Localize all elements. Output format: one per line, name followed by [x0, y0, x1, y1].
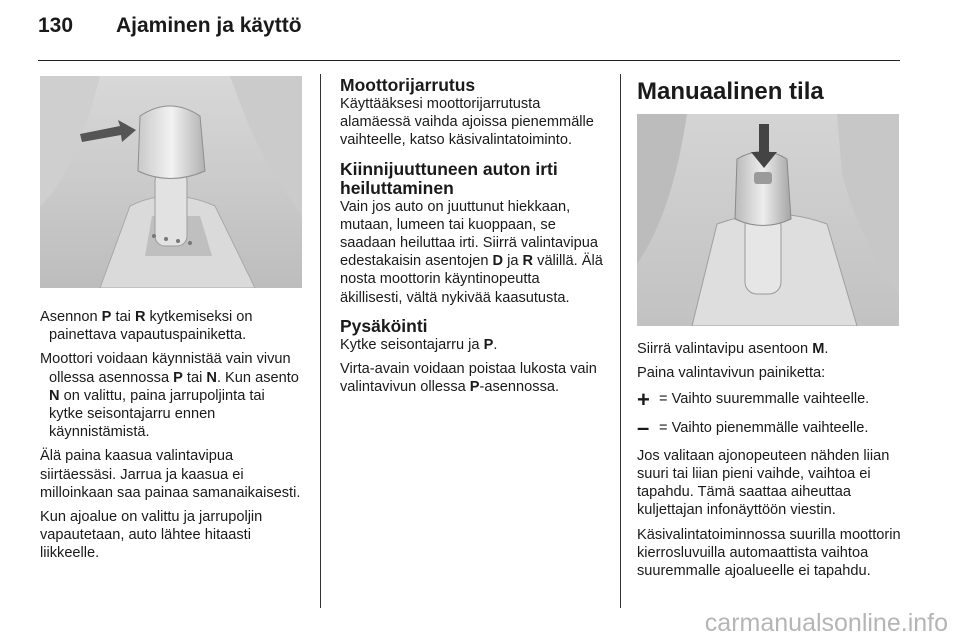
column-divider-2 — [620, 74, 621, 608]
watermark: carmanualsonline.info — [704, 609, 948, 637]
paragraph: Moottori voidaan käynnistää vain vivun ollessa asennossa P tai N. Kun asento N on valittu, paina jarrupoljinta tai kytke seisontajarru ennen käynnistämistä. — [40, 351, 299, 441]
paragraph: Paina valintavivun painiketta: — [637, 365, 826, 382]
header-rule — [38, 60, 900, 61]
minus-icon: – — [637, 414, 650, 440]
minus-description: = Vaihto pienemmälle vaihteelle. — [659, 419, 869, 436]
section-heading: Kiinnijuuttuneen auton irti heiluttaminen — [340, 158, 558, 198]
minus-row — [637, 414, 903, 440]
section-title: Manuaalinen tila — [637, 78, 824, 105]
paragraph: Asennon P tai R kytkemiseksi on painettava vapautuspainiketta. — [40, 309, 253, 344]
paragraph: Kytke seisontajarru ja P. — [340, 336, 498, 353]
paragraph: Siirrä valintavipu asentoon M. — [637, 341, 829, 357]
paragraph: Kun ajoalue on valittu ja jarrupoljin vapautetaan, auto lähtee hitaasti liikkeelle. — [40, 509, 263, 562]
section-heading: Moottorijarrutus — [340, 75, 476, 95]
manual-mode-illustration — [637, 114, 899, 326]
page-header — [38, 14, 302, 44]
paragraph: Vain jos auto on juuttunut hiekkaan, mutaan, lumeen tai kuoppaan, se saadaan heiluttaa irti. Siirrä valintavipua edestakaisin asentojen D ja R välillä. Älä nosta moottorin käyntinopeutta äkillisesti, vältä nykivää kaasutusta. — [340, 198, 603, 306]
plus-row — [637, 386, 903, 412]
paragraph: Älä paina kaasua valintavipua siirtäessäsi. Jarrua ja kaasua ei milloinkaan saa painaa samanaikaisesti. — [40, 448, 301, 501]
column-2 — [340, 76, 606, 402]
plus-description: = Vaihto suuremmalle vaihteelle. — [659, 391, 870, 408]
page-number: 130 — [38, 14, 74, 37]
paragraph: Jos valitaan ajonopeuteen nähden liian suuri tai liian pieni vaihde, vaihtoa ei tapahdu. Tämä saattaa aiheuttaa kuljettajan infonäyttöön viestin. — [637, 447, 890, 519]
paragraph: Käyttääksesi moottorijarrutusta alamäessä vaihda ajoissa pienemmälle vaihteelle, katso käsivalintatoiminto. — [340, 96, 594, 149]
gear-selector-illustration — [40, 76, 302, 288]
column-3 — [637, 76, 903, 586]
page-title: Ajaminen ja käyttö — [116, 14, 302, 37]
paragraph: Käsivalintatoiminnossa suurilla moottorin kierrosluvuilla automaattista vaihtoa suuremmalle ajoalueelle ei tapahdu. — [637, 526, 901, 580]
paragraph: Virta-avain voidaan poistaa lukosta vain valintavivun ollessa P-asennossa. — [340, 361, 597, 396]
manual-mode-photo — [637, 114, 899, 326]
section-heading: Pysäköinti — [340, 315, 428, 336]
column-divider-1 — [320, 74, 321, 608]
column-1 — [40, 76, 302, 569]
gear-selector-photo — [40, 76, 302, 288]
plus-icon: + — [637, 386, 650, 412]
